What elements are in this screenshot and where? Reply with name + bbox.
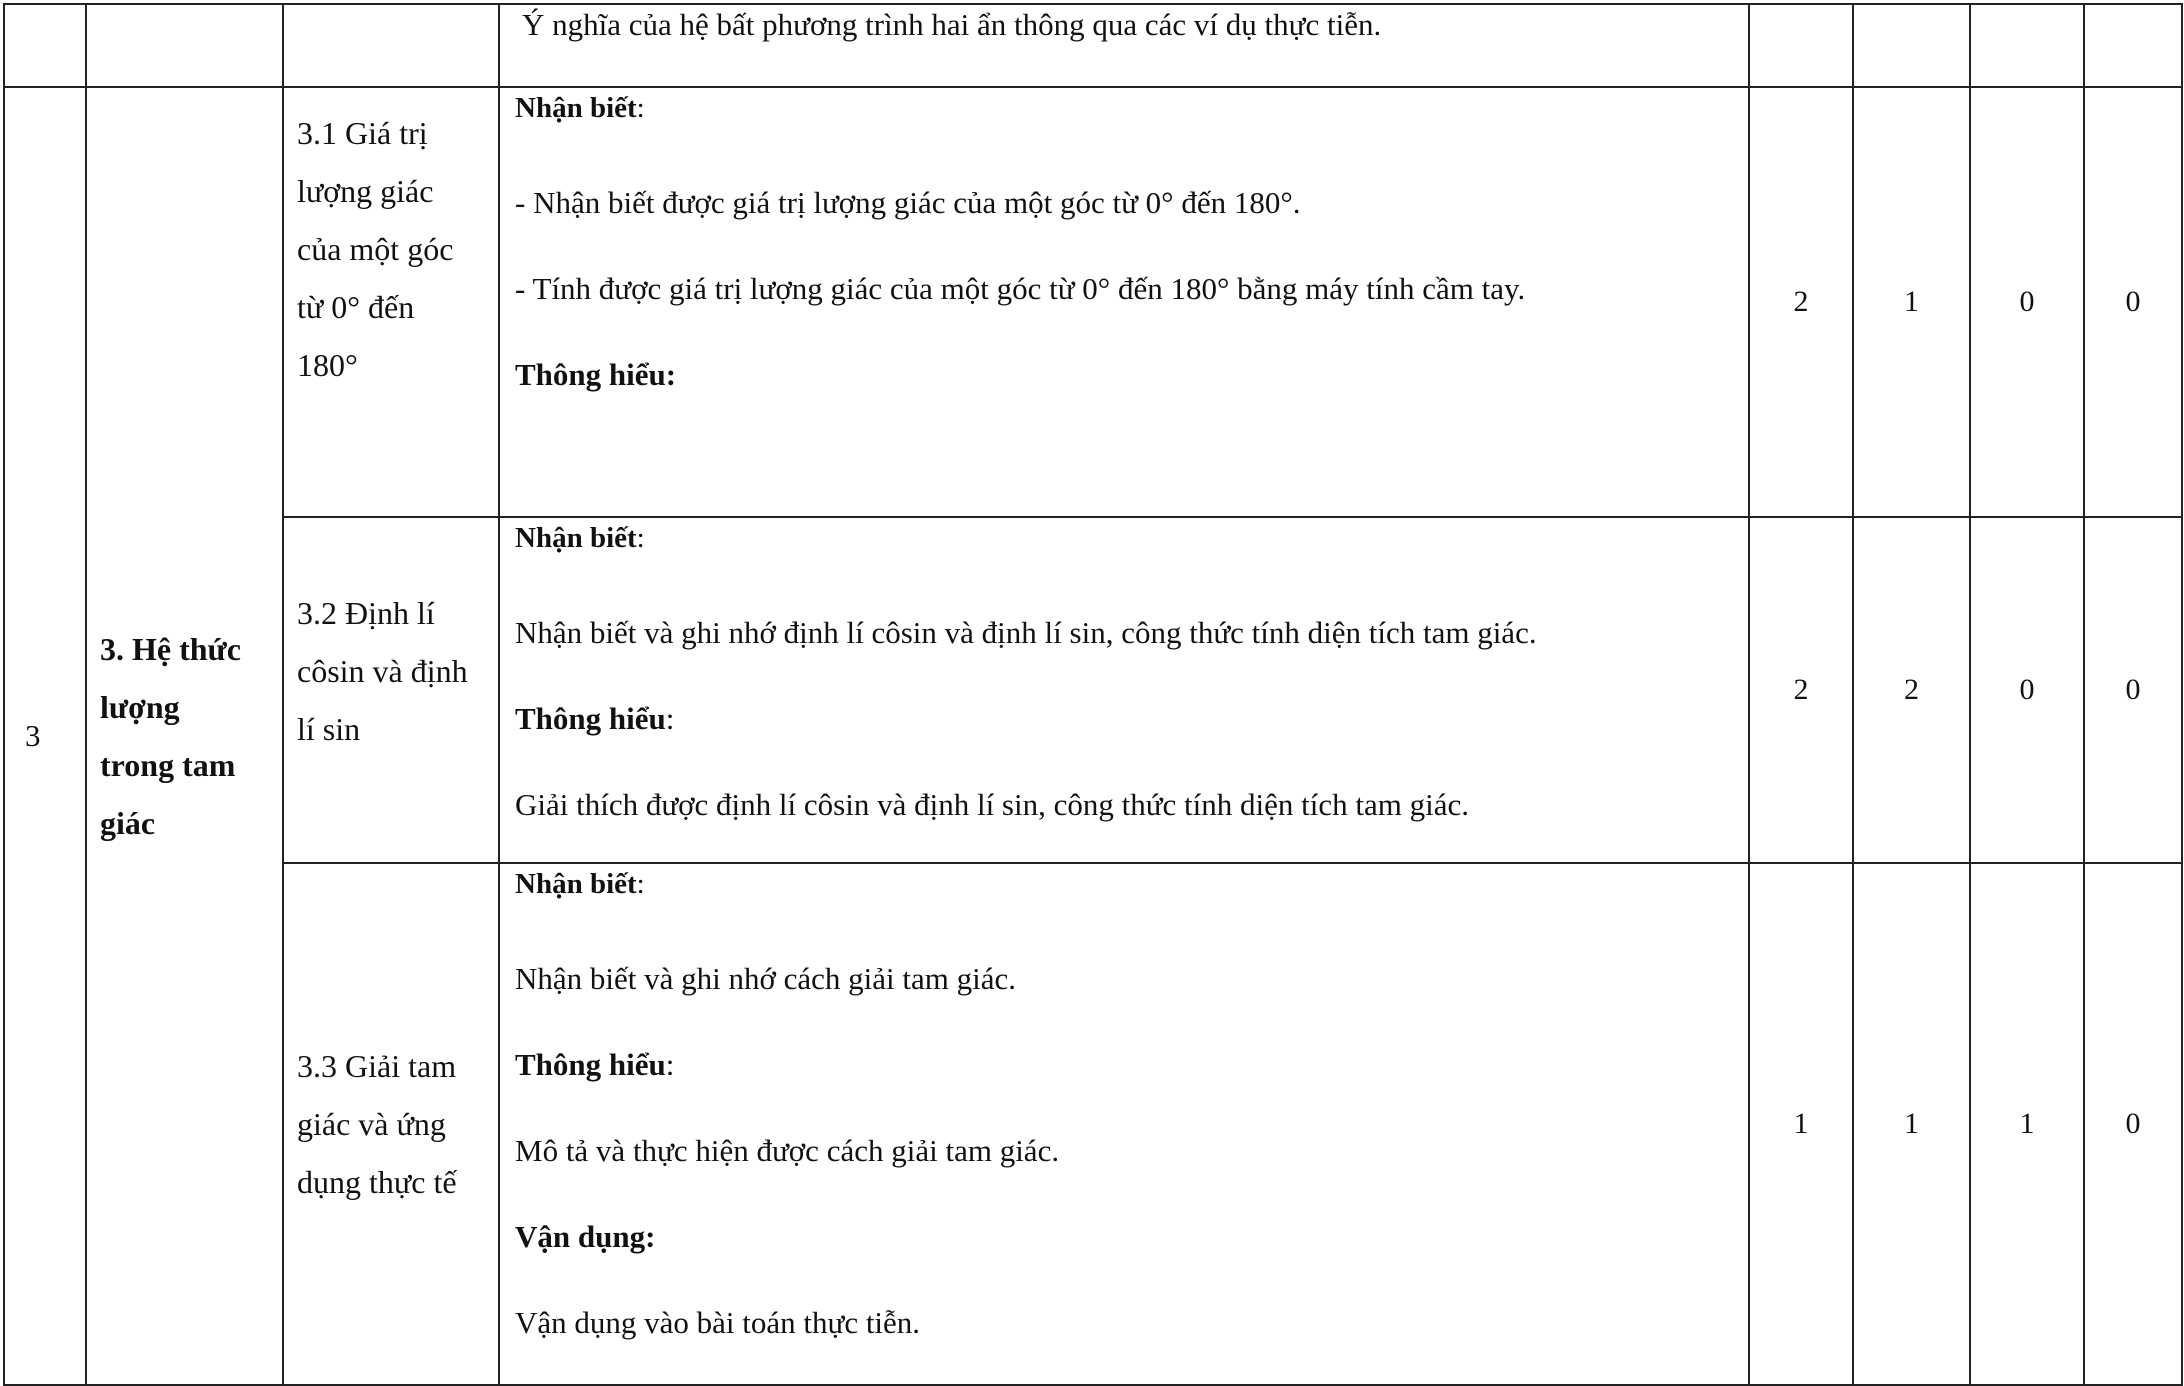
req-heading: Thông hiểu: xyxy=(515,357,677,392)
count-cell: 1 xyxy=(1853,87,1970,517)
count-cell: 0 xyxy=(2084,87,2182,517)
subtopic-cell xyxy=(283,517,499,863)
req-heading: Thông hiểu: xyxy=(515,701,675,736)
count-cell: 0 xyxy=(1970,87,2084,517)
subtopic-line: 3.1 Giá trị xyxy=(297,115,428,151)
subtopic-line: lượng giác xyxy=(297,173,434,209)
topic-line: giác xyxy=(100,805,156,841)
req-text: Mô tả và thực hiện được cách giải tam giác. xyxy=(515,1133,1060,1168)
subtopic-line: côsin và định xyxy=(297,653,468,689)
subtopic-line: từ 0° đến xyxy=(297,289,415,325)
matrix-table xyxy=(3,3,2183,1386)
cell-empty xyxy=(1853,4,1970,87)
req-text: - Tính được giá trị lượng giác của một góc từ 0° đến 180° bằng máy tính cầm tay. xyxy=(515,271,1526,306)
subtopic-cell xyxy=(283,87,499,517)
topic-line: lượng xyxy=(100,689,180,725)
count-cell: 0 xyxy=(2084,517,2182,863)
subtopic-line: lí sin xyxy=(297,711,361,747)
cell-empty xyxy=(86,4,283,87)
subtopic-line: giác và ứng xyxy=(297,1106,446,1142)
subtopic-line: 3.3 Giải tam xyxy=(297,1048,457,1084)
cell-empty xyxy=(4,4,86,87)
subtopic-cell xyxy=(283,863,499,1385)
subtopic-line: 3.2 Định lí xyxy=(297,595,435,631)
req-text: Nhận biết và ghi nhớ cách giải tam giác. xyxy=(515,961,1017,996)
topic-cell xyxy=(86,87,283,1385)
subtopic-line: của một góc xyxy=(297,231,454,267)
count-cell: 0 xyxy=(2084,863,2182,1385)
subtopic-line: 180° xyxy=(297,347,358,383)
req-text: Nhận biết và ghi nhớ định lí côsin và định lí sin, công thức tính diện tích tam giác. xyxy=(515,615,1537,650)
cell-empty xyxy=(2084,4,2182,87)
requirements-cell xyxy=(499,87,1749,517)
count-cell: 1 xyxy=(1749,863,1853,1385)
topic-line: trong tam xyxy=(100,747,236,783)
count-cell: 2 xyxy=(1749,87,1853,517)
cell-empty xyxy=(283,4,499,87)
req-heading: Vận dụng: xyxy=(515,1219,656,1254)
count-cell: 2 xyxy=(1749,517,1853,863)
requirements-cell xyxy=(499,863,1749,1385)
section-index: 3 xyxy=(4,87,86,1385)
req-heading: Nhận biết: xyxy=(515,868,645,900)
req-text: Vận dụng vào bài toán thực tiễn. xyxy=(515,1305,921,1340)
requirement-text: Ý nghĩa của hệ bất phương trình hai ẩn thông qua các ví dụ thực tiễn. xyxy=(499,4,1749,87)
req-heading: Nhận biết: xyxy=(515,522,645,554)
row-3-2 xyxy=(4,517,2182,863)
row-3-3 xyxy=(4,863,2182,1385)
req-text: Giải thích được định lí côsin và định lí sin, công thức tính diện tích tam giác. xyxy=(515,787,1469,822)
count-cell: 2 xyxy=(1853,517,1970,863)
count-cell: 0 xyxy=(1970,517,2084,863)
req-heading: Nhận biết: xyxy=(515,92,645,124)
topic-line: 3. Hệ thức xyxy=(100,631,241,667)
count-cell: 1 xyxy=(1853,863,1970,1385)
subtopic-line: dụng thực tế xyxy=(297,1164,457,1200)
req-heading: Thông hiểu: xyxy=(515,1047,675,1082)
requirements-cell xyxy=(499,517,1749,863)
req-text: - Nhận biết được giá trị lượng giác của một góc từ 0° đến 180°. xyxy=(515,185,1301,220)
row-3-1 xyxy=(4,87,2182,517)
cell-empty xyxy=(1749,4,1853,87)
count-cell: 1 xyxy=(1970,863,2084,1385)
cell-empty xyxy=(1970,4,2084,87)
top-continuation-row xyxy=(4,4,2182,87)
